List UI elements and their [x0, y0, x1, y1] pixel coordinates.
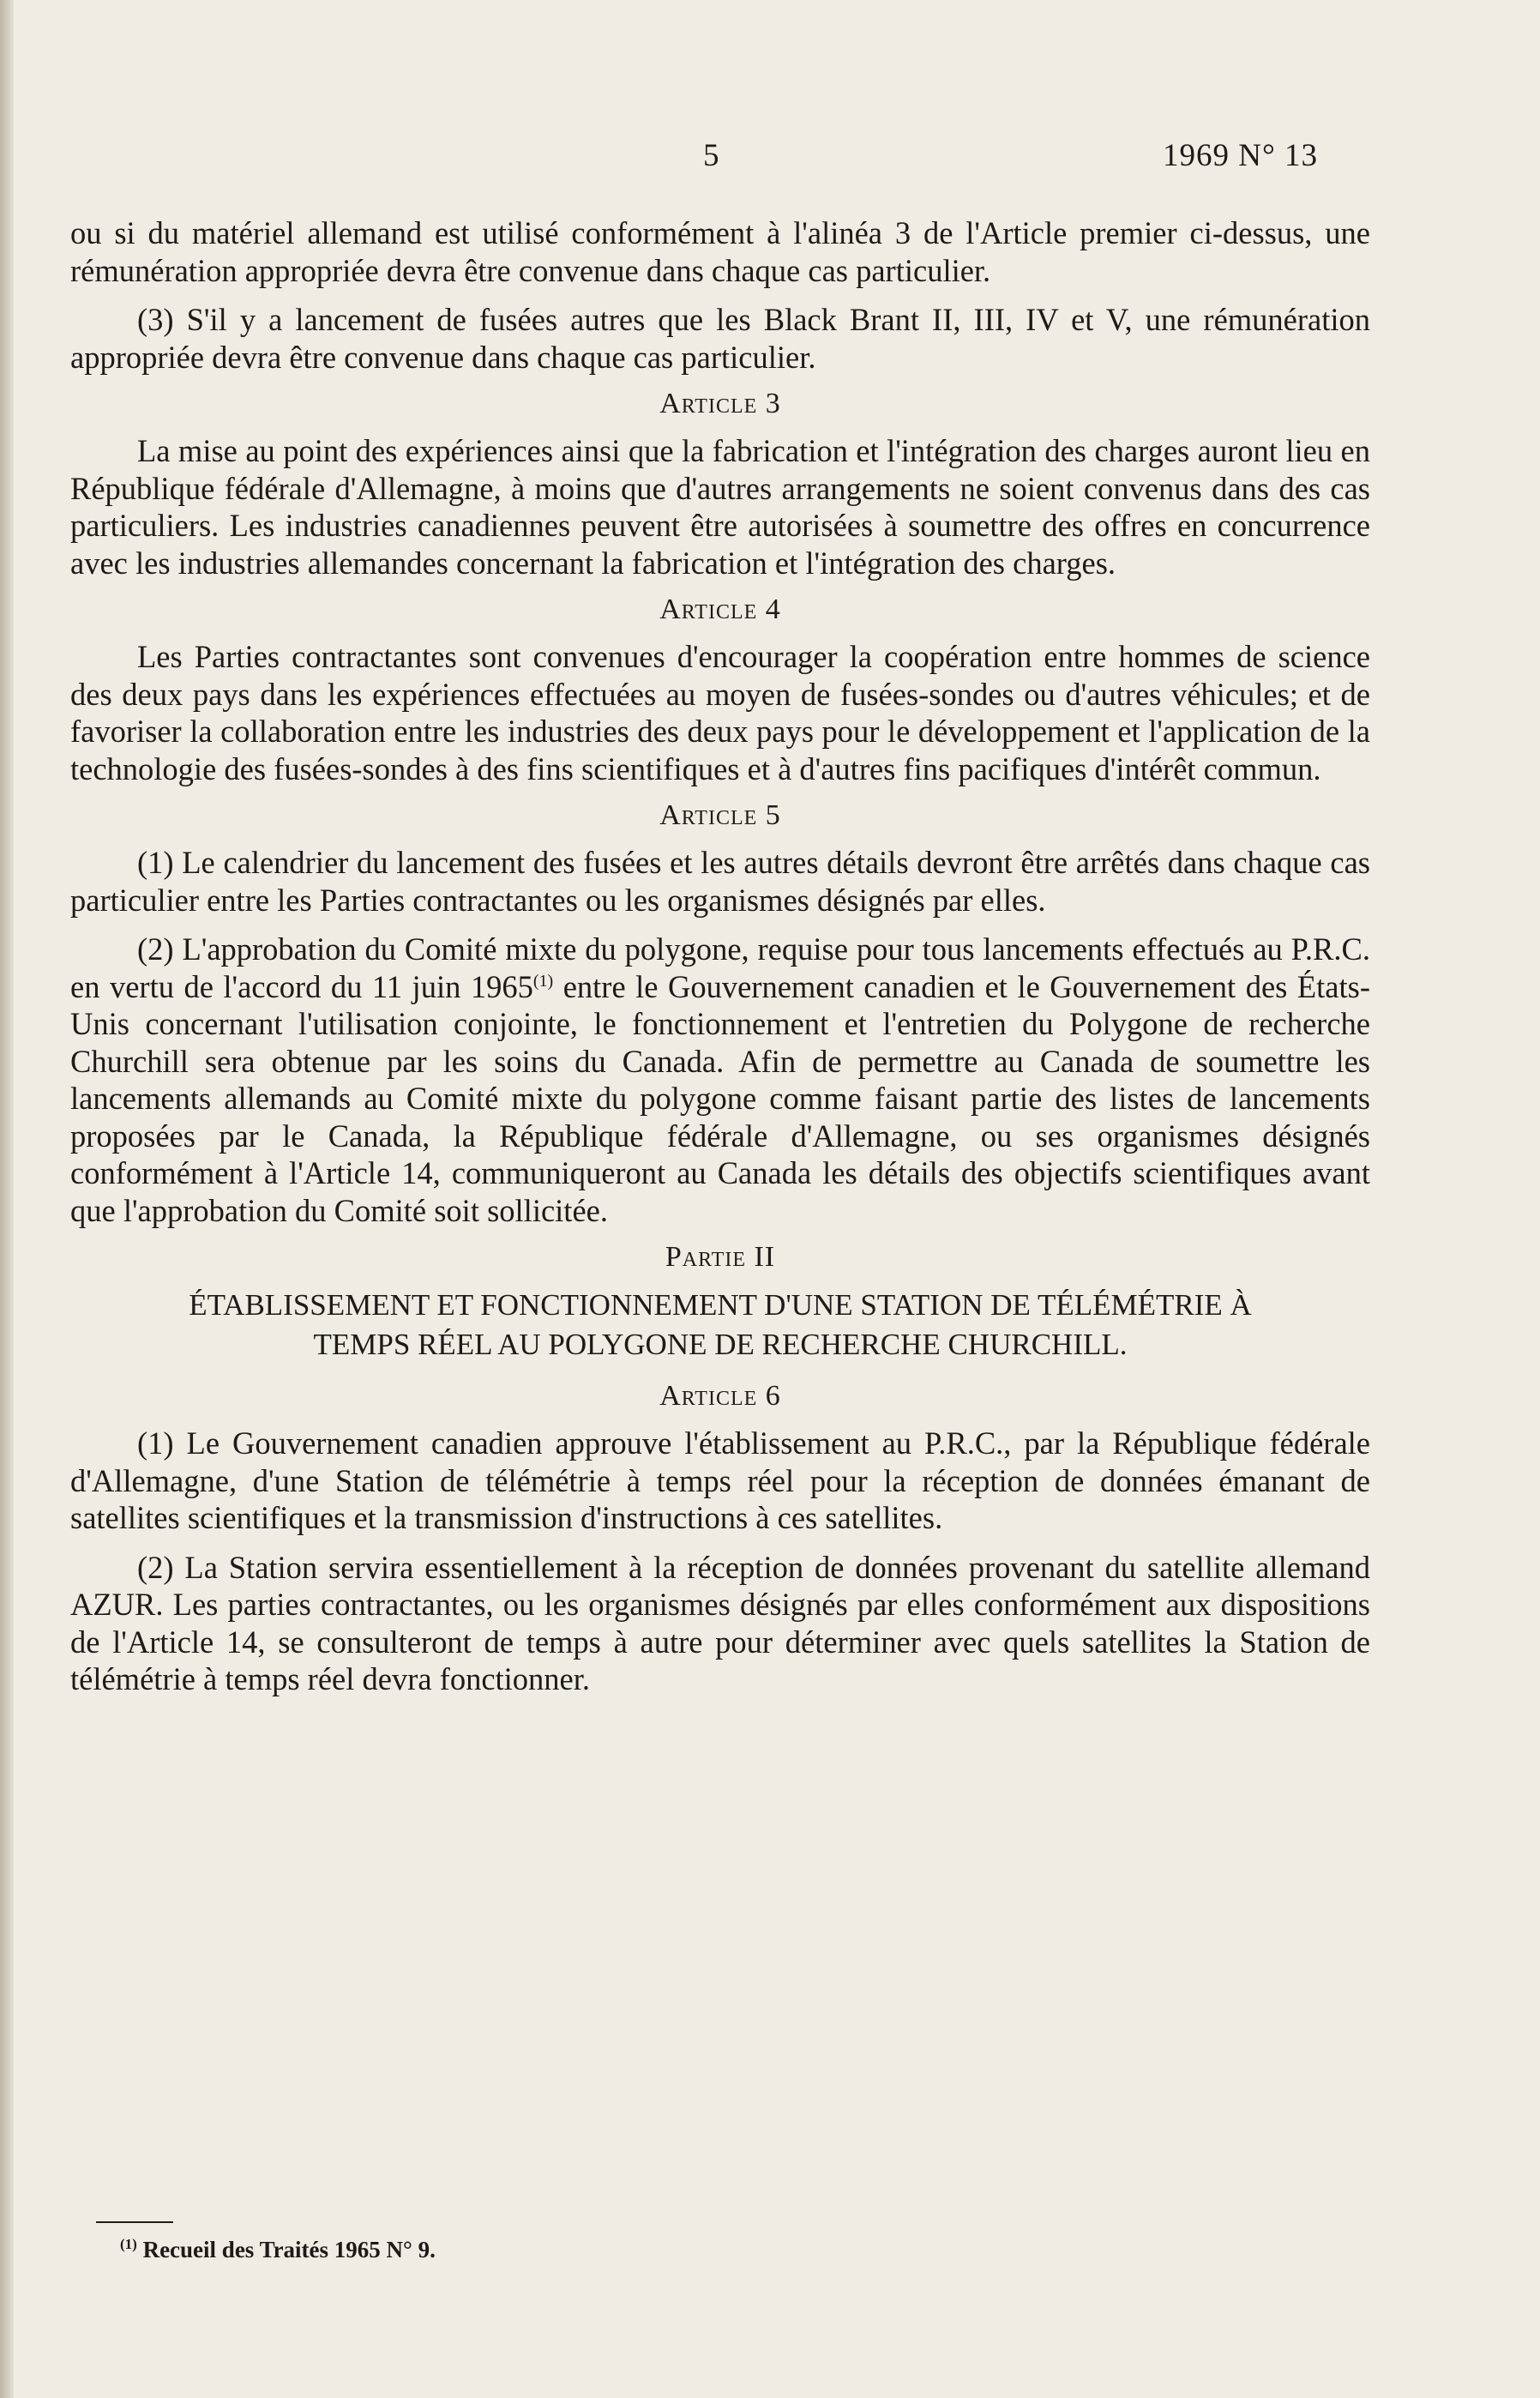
page-header	[0, 137, 1540, 180]
article-5-label: Article 5	[659, 799, 781, 831]
page-number: 5	[703, 138, 719, 173]
issue-reference: 1969 N° 13	[1163, 138, 1319, 173]
article-3-body: La mise au point des expériences ainsi que la fabrication et l'intégration des charges auront lieu en République fédérale d'Allemagne, à moins que d'autres arrangements ne soient convenus dans des cas particuliers. Les industries canadiennes peuvent être autorisées à soumettre des offres en concurrence avec les industries allemandes concernant la fabrication et l'intégration des charges.	[70, 433, 1370, 581]
part-2-heading	[70, 1239, 1370, 1275]
article-4-body: Les Parties contractantes sont convenues d'encourager la coopération entre hommes de science des deux pays dans les expériences effectuées au moyen de fusées-sondes ou d'autres véhicules; et de favoriser la collaboration entre les industries des deux pays pour le développement et l'application de la technologie des fusées-sondes à des fins scientifiques et à d'autres fins pacifiques d'intérêt commun.	[70, 639, 1370, 786]
footnote-reference-marker: (1)	[532, 971, 554, 991]
article-5-paragraph-2-part-b: entre le Gouvernement canadien et le Gouvernement des États-Unis concernant l'utilisation conjointe, le fonctionnement et l'entretien du Polygone de recherche Churchill sera obtenue par les soins du Canada. Afin de permettre au Canada de soumettre les lancements allemands au Comité mixte du polygone comme faisant partie des listes de lancements proposées par le Canada, la République fédérale d'Allemagne, ou ses organismes désignés conformément à l'Article 14, communiqueront au Canada les détails des objectifs scientifiques avant que l'approbation du Comité soit sollicitée.	[70, 968, 1370, 1228]
article-4-heading	[70, 592, 1370, 628]
article-5-paragraph-1: (1) Le calendrier du lancement des fusées et les autres détails devront être arrêtés dans chaque cas particulier entre les Parties contractantes ou les organismes désignés par elles.	[70, 845, 1370, 918]
footnote	[120, 2236, 436, 2263]
article-6-paragraph-2: (2) La Station servira essentiellement à la réception de données provenant du satellite allemand AZUR. Les parties contractantes, ou les organismes désignés par elles conformément aux dispositions de l'Article 14, se consulteront de temps à autre pour déterminer avec quels satellites la Station de télémétrie à temps réel devra fonctionner.	[70, 1549, 1370, 1696]
paragraph-continuation: ou si du matériel allemand est utilisé conformément à l'alinéa 3 de l'Article premier ci-dessus, une rémunération appropriée devra être convenue dans chaque cas particulier.	[70, 215, 1370, 288]
article-5-heading	[70, 798, 1370, 834]
article-5-paragraph-2-part-a: (2) L'approbation du Comité mixte du polygone, requise pour tous lancements effectués au P.R.C. en vertu de l'accord du 11 juin 1965	[70, 931, 1370, 1004]
part-2-title: ÉTABLISSEMENT ET FONCTIONNEMENT D'UNE STATION DE TÉLÉMÉTRIE À TEMPS RÉEL AU POLYGONE DE RECHERCHE CHURCHILL.	[189, 1288, 1252, 1361]
page-body	[70, 214, 1370, 1698]
article-3-label: Article 3	[659, 388, 781, 419]
article-6-label: Article 6	[659, 1380, 781, 1412]
article-3-heading	[70, 386, 1370, 422]
footnote-rule	[96, 2221, 173, 2223]
article-6-paragraph-1: (1) Le Gouvernement canadien approuve l'établissement au P.R.C., par la République fédérale d'Allemagne, d'une Station de télémétrie à temps réel pour la réception de données émanant de satellites scientifiques et la transmission d'instructions à ces satellites.	[70, 1425, 1370, 1535]
article-6-heading	[70, 1378, 1370, 1414]
footnote-marker: (1)	[120, 2236, 137, 2252]
page-spine-shadow	[0, 0, 14, 2398]
footnote-text: Recueil des Traités 1965 N° 9.	[142, 2237, 436, 2262]
part-2-label: Partie II	[665, 1241, 776, 1273]
paragraph-3: (3) S'il y a lancement de fusées autres que les Black Brant II, III, IV et V, une rémunération appropriée devra être convenue dans chaque cas particulier.	[70, 302, 1370, 375]
article-4-label: Article 4	[659, 593, 781, 625]
article-5-paragraph-2	[70, 931, 1370, 1229]
